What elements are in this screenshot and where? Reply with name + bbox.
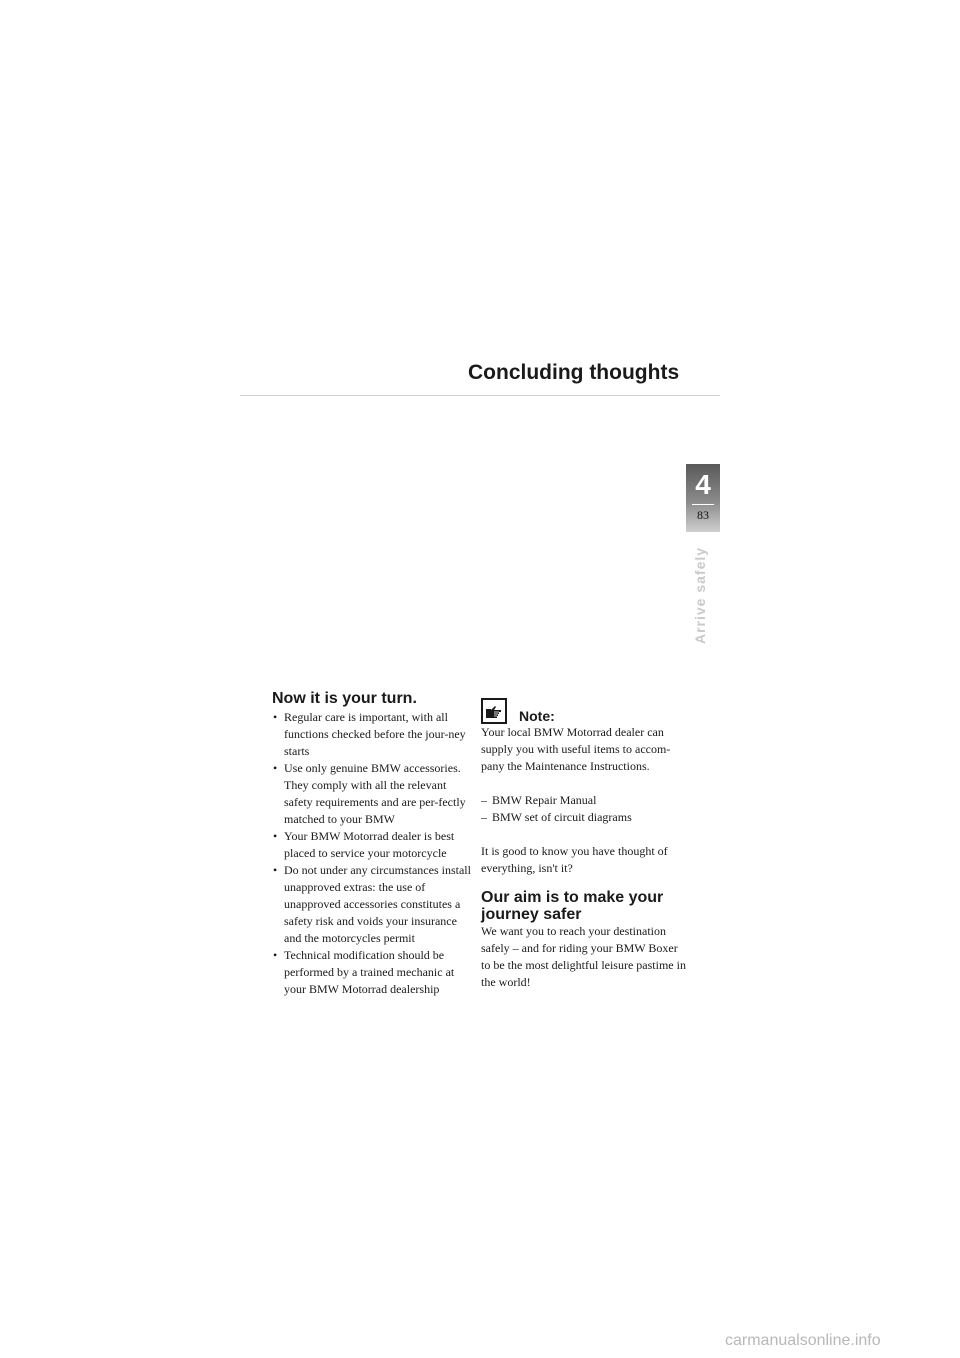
page-title: Concluding thoughts xyxy=(468,361,680,384)
note-label: Note: xyxy=(519,708,555,724)
closing-text: It is good to know you have thought of everything, isn't it? xyxy=(481,844,668,875)
right-column xyxy=(481,694,686,991)
aim-text: We want you to reach your destination safely – and for riding your BMW Boxer to be the most delightful leisure pastime in the world! xyxy=(481,924,686,989)
note-pointing-hand-icon xyxy=(481,698,507,724)
list-item: • Your BMW Motorrad dealer is best placed to service your motorcycle xyxy=(272,828,472,862)
aim-heading: Our aim is to make your journey safer xyxy=(481,889,664,923)
list-item: – BMW set of circuit diagrams xyxy=(481,809,686,826)
spacer xyxy=(481,826,686,843)
spacer xyxy=(481,775,686,792)
turn-heading: Now it is your turn. xyxy=(272,690,417,707)
publication-list xyxy=(481,792,686,826)
chapter-number: 4 xyxy=(695,469,711,500)
section-label: Arrive safely xyxy=(692,546,708,644)
header-rule xyxy=(240,395,720,396)
chapter-divider xyxy=(692,504,714,505)
list-item: • Technical modification should be performed by a trained mechanic at your BMW Motorrad dealership xyxy=(272,947,472,998)
watermark: carmanualsonline.info xyxy=(725,1332,881,1349)
list-item: – BMW Repair Manual xyxy=(481,792,686,809)
note-text: Your local BMW Motorrad dealer can supply you with useful items to accom-pany the Maintenance Instructions. xyxy=(481,725,671,773)
note-icon-graphic xyxy=(485,702,503,720)
care-bullet-list xyxy=(272,709,472,998)
note-header xyxy=(481,694,686,724)
left-column xyxy=(272,690,472,998)
list-item: • Regular care is important, with all functions checked before the jour-ney starts xyxy=(272,709,472,760)
page-number: 83 xyxy=(697,508,709,522)
chapter-tab xyxy=(686,464,720,532)
list-item: • Do not under any circumstances install unapproved extras: the use of unapproved accessories constitutes a safety risk and voids your insurance and the motorcycles permit xyxy=(272,862,472,947)
list-item: • Use only genuine BMW accessories. They comply with all the relevant safety requirements and are per-fectly matched to your BMW xyxy=(272,760,472,828)
